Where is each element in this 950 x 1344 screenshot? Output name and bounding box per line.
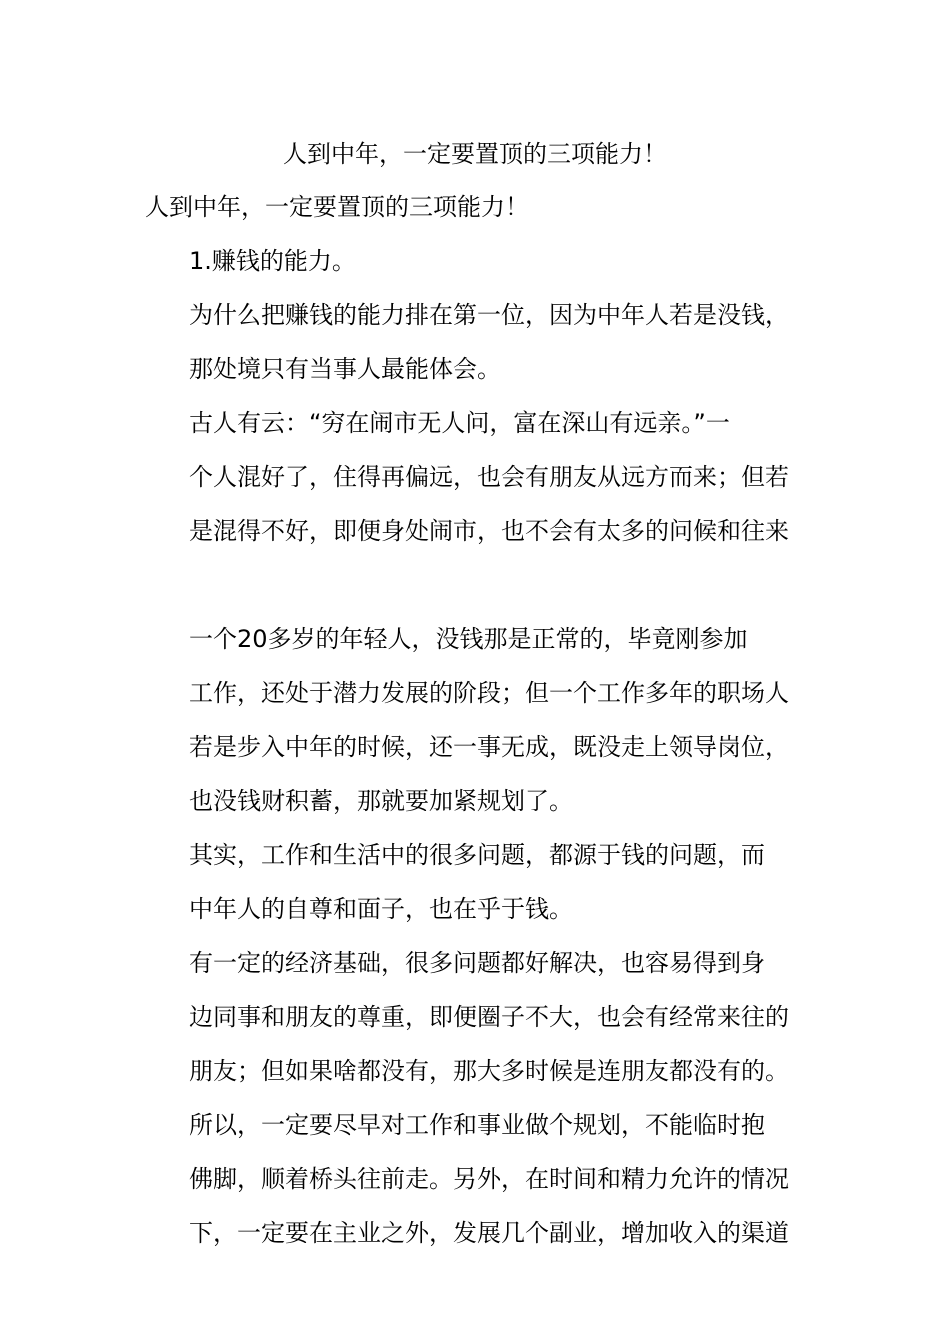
text-line: 朋友；但如果啥都没有，那大多时候是连朋友都没有的。: [189, 1057, 789, 1085]
body-paragraph: [145, 1098, 815, 1260]
body-paragraph: [145, 828, 815, 936]
text-line: 有一定的经济基础，很多问题都好解决，也容易得到身: [189, 949, 765, 977]
blank-line: [145, 558, 815, 612]
document-title: 人到中年，一定要置顶的三项能力！: [283, 140, 667, 168]
body-paragraph: [145, 288, 815, 396]
body-paragraph: [145, 936, 815, 1098]
text-line: 所以，一定要尽早对工作和事业做个规划，不能临时抱: [189, 1111, 765, 1139]
text-line: 也没钱财积蓄，那就要加紧规划了。: [189, 787, 573, 815]
text-line: 工作，还处于潜力发展的阶段；但一个工作多年的职场人: [189, 679, 789, 707]
text-line: 边同事和朋友的尊重，即便圈子不大，也会有经常来往的: [189, 1003, 789, 1031]
text-line: 人到中年，一定要置顶的三项能力！: [145, 193, 529, 221]
document-body: [145, 180, 815, 1260]
text-line: 佛脚，顺着桥头往前走。另外，在时间和精力允许的情况: [189, 1165, 789, 1193]
body-paragraph: [145, 396, 815, 558]
text-line: 下，一定要在主业之外，发展几个副业，增加收入的渠道: [189, 1219, 789, 1247]
text-line: 一个20多岁的年轻人，没钱那是正常的，毕竟刚参加: [189, 625, 748, 653]
text-line: 那处境只有当事人最能体会。: [189, 355, 501, 383]
text-line: 为什么把赚钱的能力排在第一位，因为中年人若是没钱，: [189, 301, 789, 329]
text-line: 是混得不好，即便身处闹市，也不会有太多的问候和往来: [189, 517, 789, 545]
text-line: 其实，工作和生活中的很多问题，都源于钱的问题，而: [189, 841, 765, 869]
heading-paragraph: [145, 180, 815, 234]
text-line: 若是步入中年的时候，还一事无成，既没走上领导岗位，: [189, 733, 789, 761]
text-line: 古人有云：“穷在闹市无人问，富在深山有远亲。”一: [189, 409, 730, 437]
text-line: 个人混好了，住得再偏远，也会有朋友从远方而来；但若: [189, 463, 789, 491]
text-line: 1.赚钱的能力。: [189, 247, 356, 275]
section-heading-paragraph: [145, 234, 815, 288]
body-paragraph: [145, 612, 815, 828]
text-line: 中年人的自尊和面子，也在乎于钱。: [189, 895, 573, 923]
